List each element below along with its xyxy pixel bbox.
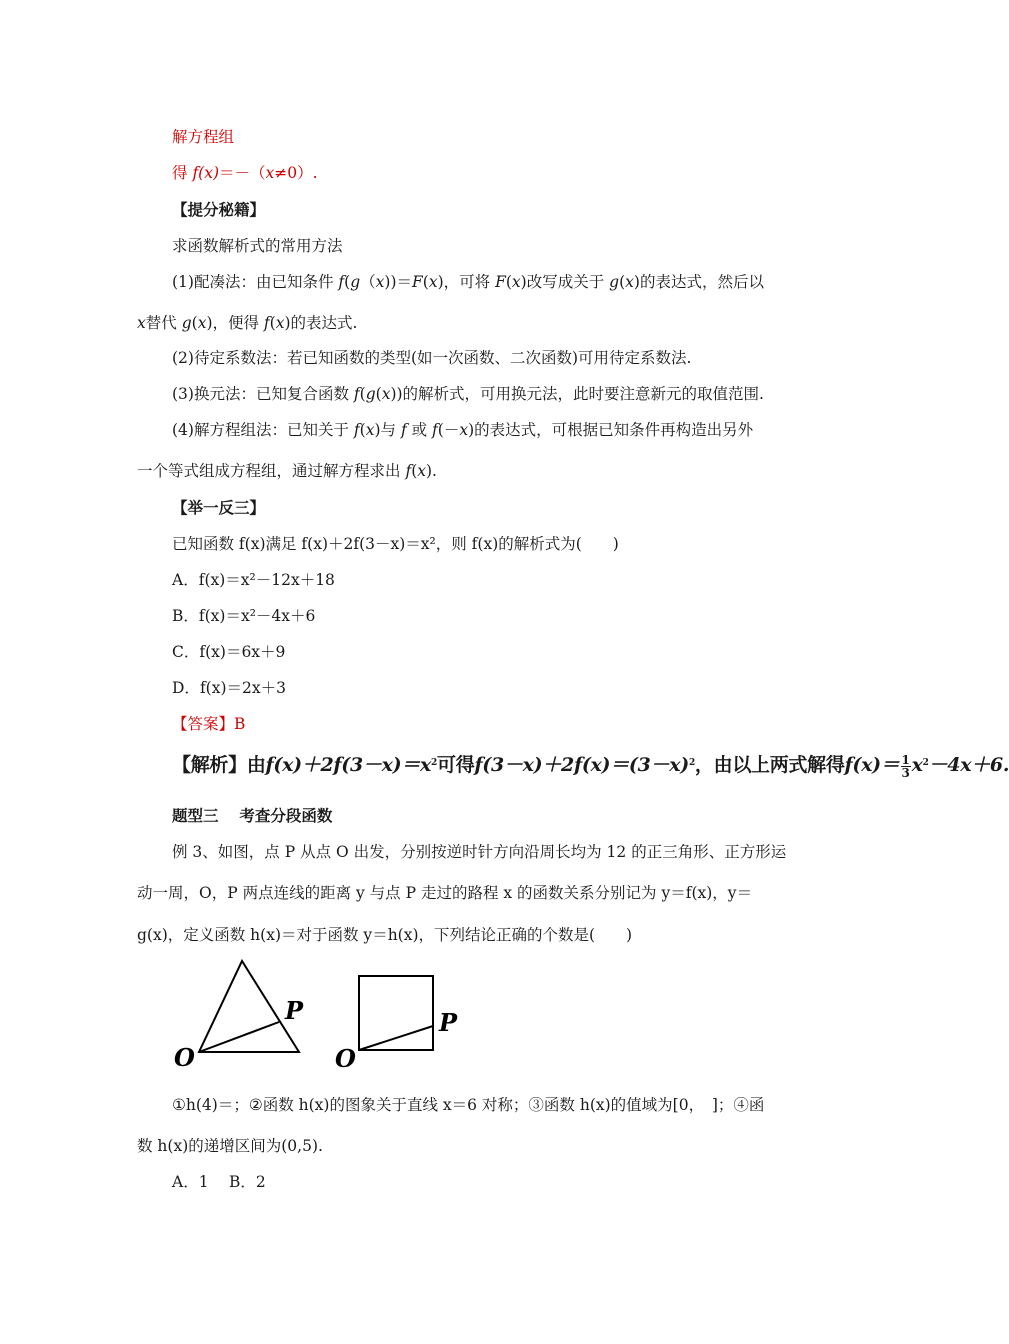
analysis-line: 【解析】由$f(x)+2f(3-x)=x^2$可得$f(3-x)+2f(x)=(3-x)^2$，由以上两式解得f(x)＝ $\frac{1}{3}$ $x^2-4x+6$. xyxy=(172,752,1009,780)
triangle-label-o: O xyxy=(174,1043,195,1072)
type3-heading: 题型三 考查分段函数 xyxy=(172,806,333,825)
square-label-p: P xyxy=(439,1008,458,1037)
square-op-segment xyxy=(359,1026,433,1050)
method4-line1: (4)解方程组法：已知关于 f(x)与 f 或 f(－x)的表达式，可根据已知条件再构造出另外 xyxy=(172,421,754,439)
final-options: A．1 B．2 xyxy=(172,1173,266,1191)
example3-line3: g(x)，定义函数 h(x)＝对于函数 y＝h(x)，下列结论正确的个数是( ) xyxy=(137,926,633,944)
method3-text: (3)换元法：已知复合函数 f(g(x))的解析式，可用换元法，此时要注意新元的取值范围. xyxy=(172,385,764,403)
equilateral-triangle xyxy=(199,961,299,1052)
answer-line: 【答案】B xyxy=(172,715,246,733)
practice-question: 已知函数 f(x)满足 f(x)＋2f(3－x)＝x²，则 f(x)的解析式为( ) xyxy=(172,535,619,553)
triangle-label-p: P xyxy=(285,996,304,1025)
methods-intro: 求函数解析式的常用方法 xyxy=(172,237,343,255)
solve-system-text: 解方程组 xyxy=(172,128,235,146)
example3-line2: 动一周，O，P 两点连线的距离 y 与点 P 走过的路程 x 的函数关系分别记为 y＝f(x)，y＝ xyxy=(137,884,753,902)
triangle-figure xyxy=(160,950,320,1075)
method1-line2: x替代 g(x)，便得 f(x)的表达式. xyxy=(137,314,358,332)
method1-line1: (1)配凑法：由已知条件 f(g（x))＝F(x)，可将 F(x)改写成关于 g(x)的表达式，然后以 xyxy=(172,273,764,291)
example3-line1: 例 3、如图，点 P 从点 O 出发，分别按逆时针方向沿周长均为 12 的正三角形、正方形运 xyxy=(172,843,787,861)
option-d: D．f(x)＝2x＋3 xyxy=(172,679,286,697)
one-third-fraction: $\frac{1}{3}$ xyxy=(901,752,910,780)
method4-line2: 一个等式组成方程组，通过解方程求出 f(x). xyxy=(137,462,437,480)
result-line: 得 f(x)＝－（x≠0）. xyxy=(172,164,318,182)
square-figure xyxy=(330,965,470,1075)
method2-text: (2)待定系数法：若已知函数的类型(如一次函数、二次函数)可用待定系数法. xyxy=(172,349,692,367)
conclusions-line2: 数 h(x)的递增区间为(0,5). xyxy=(137,1137,323,1155)
option-c: C．f(x)＝6x＋9 xyxy=(172,643,286,661)
practice-heading: 【举一反三】 xyxy=(172,498,266,517)
option-b: B．f(x)＝x²－4x＋6 xyxy=(172,607,316,625)
square-label-o: O xyxy=(335,1044,356,1073)
tips-heading: 【提分秘籍】 xyxy=(172,200,266,219)
option-a: A．f(x)＝x²－12x＋18 xyxy=(172,571,335,589)
conclusions-line1: ①h(4)＝；②函数 h(x)的图象关于直线 x＝6 对称；③函数 h(x)的值域为[0， ]；④函 xyxy=(172,1096,765,1114)
